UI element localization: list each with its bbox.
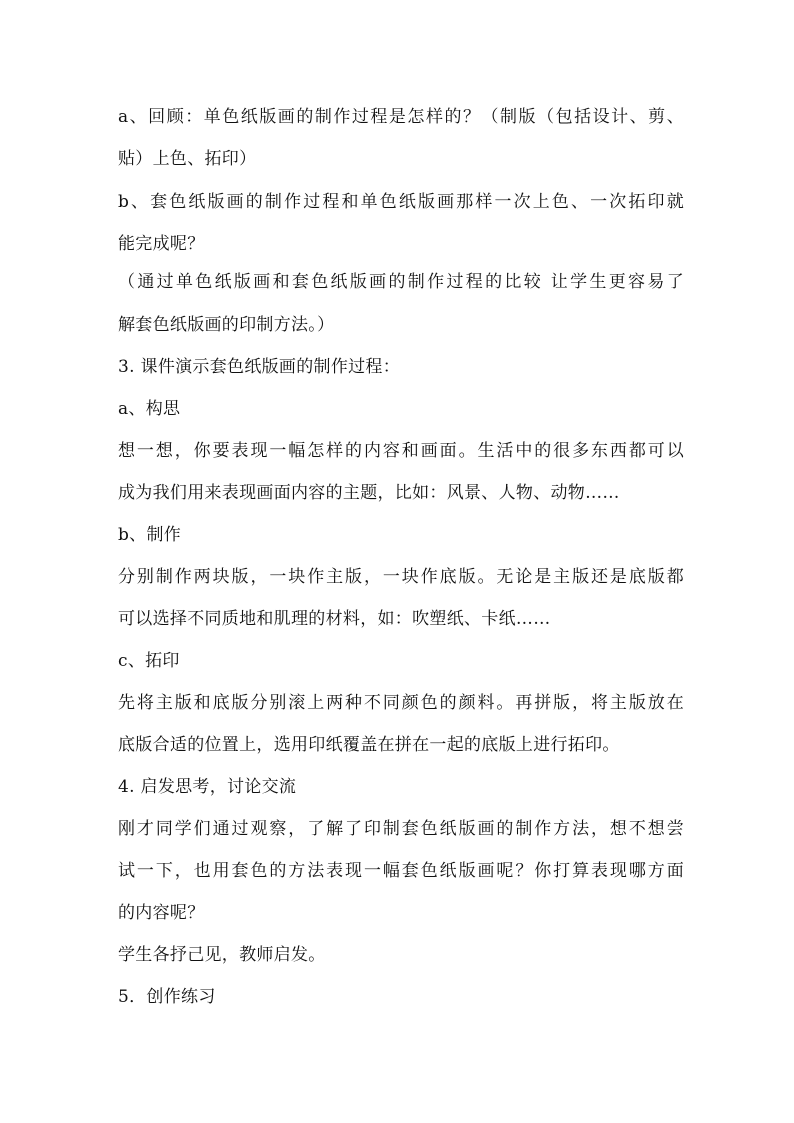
section-4-heading: 4. 启发思考，讨论交流 bbox=[118, 777, 297, 797]
section-3-heading: 3. 课件演示套色纸版画的制作过程： bbox=[118, 357, 401, 377]
step-b-heading: b、制作 bbox=[118, 525, 182, 545]
step-c-heading: c、拓印 bbox=[118, 651, 180, 671]
section-4-text-line-2: 试一下，也用套色的方法表现一幅套色纸版画呢？你打算表现哪方面 bbox=[118, 861, 684, 881]
review-question-line-2: 贴）上色、拓印） bbox=[118, 149, 257, 169]
section-5-heading: 5．创作练习 bbox=[118, 987, 216, 1007]
step-a-heading: a、构思 bbox=[118, 399, 181, 419]
step-c-text-line-2: 底版合适的位置上，选用印纸覆盖在拼在一起的底版上进行拓印。 bbox=[118, 735, 620, 755]
review-question-line-1: a、回顾：单色纸版画的制作过程是怎样的？（制版（包括设计、剪、 bbox=[118, 107, 684, 127]
comparison-question-line-1: b、套色纸版画的制作过程和单色纸版画那样一次上色、一次拓印就 bbox=[118, 192, 684, 212]
step-c-text-line-1: 先将主版和底版分别滚上两种不同颜色的颜料。再拼版，将主版放在 bbox=[118, 693, 684, 713]
section-4-text-line-1: 刚才同学们通过观察，了解了印制套色纸版画的制作方法，想不想尝 bbox=[118, 819, 684, 839]
step-b-text-line-2: 可以选择不同质地和肌理的材料，如：吹塑纸、卡纸…… bbox=[118, 609, 551, 629]
step-a-text-line-2: 成为我们用来表现画面内容的主题，比如：风景、人物、动物…… bbox=[118, 483, 620, 503]
step-b-text-line-1: 分别制作两块版，一块作主版，一块作底版。无论是主版还是底版都 bbox=[118, 567, 684, 587]
student-response-line: 学生各抒己见，教师启发。 bbox=[118, 945, 326, 965]
comparison-question-line-2: 能完成呢？ bbox=[118, 234, 205, 254]
step-a-text-line-1: 想一想，你要表现一幅怎样的内容和画面。生活中的很多东西都可以 bbox=[118, 441, 684, 461]
section-4-text-line-3: 的内容呢？ bbox=[118, 903, 205, 923]
comparison-note-line-2: 解套色纸版画的印制方法。） bbox=[118, 315, 335, 335]
comparison-note-line-1: （通过单色纸版画和套色纸版画的制作过程的比较 让学生更容易了 bbox=[118, 272, 684, 292]
